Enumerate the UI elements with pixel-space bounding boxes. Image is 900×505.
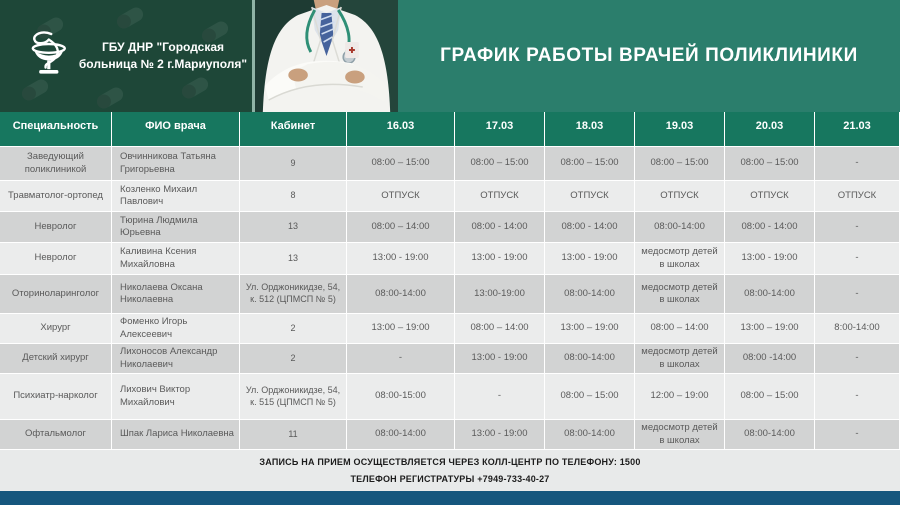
- column-header: 17.03: [455, 112, 545, 147]
- schedule-cell: 13:00 - 19:00: [455, 243, 545, 275]
- schedule-cell: ОТПУСК: [635, 181, 725, 212]
- doctor-name-cell: Каливина Ксения Михайловна: [112, 243, 240, 275]
- cabinet-cell: 13: [240, 212, 347, 243]
- schedule-cell: ОТПУСК: [455, 181, 545, 212]
- cabinet-cell: 9: [240, 147, 347, 181]
- schedule-cell: 08:00-14:00: [725, 420, 815, 450]
- schedule-cell: 08:00 - 14:00: [725, 212, 815, 243]
- schedule-cell: медосмотр детей в школах: [635, 344, 725, 374]
- schedule-cell: 13:00 – 19:00: [725, 314, 815, 344]
- title-panel: [398, 0, 900, 112]
- schedule-cell: -: [815, 344, 900, 374]
- schedule-cell: 08:00 – 15:00: [455, 147, 545, 181]
- schedule-cell: 08:00 – 15:00: [545, 374, 635, 420]
- schedule-cell: 08:00 – 14:00: [635, 314, 725, 344]
- schedule-cell: 8:00-14:00: [815, 314, 900, 344]
- doctor-name-cell: Тюрина Людмила Юрьевна: [112, 212, 240, 243]
- cabinet-cell: Ул. Орджоникидзе, 54, к. 512 (ЦПМСП № 5): [240, 275, 347, 314]
- schedule-cell: -: [347, 344, 455, 374]
- column-header: Кабинет: [240, 112, 347, 147]
- schedule-cell: 08:00 – 15:00: [545, 147, 635, 181]
- doctor-name-cell: Овчинникова Татьяна Григорьевна: [112, 147, 240, 181]
- registry-phone: ТЕЛЕФОН РЕГИСТРАТУРЫ +7949-733-40-27: [350, 474, 550, 484]
- schedule-cell: -: [815, 147, 900, 181]
- specialty-cell: Заведующий поликлиникой: [0, 147, 112, 181]
- schedule-cell: 13:00 - 19:00: [725, 243, 815, 275]
- cabinet-cell: Ул. Орджоникидзе, 54, к. 515 (ЦПМСП № 5): [240, 374, 347, 420]
- schedule-cell: 08:00 - 14:00: [455, 212, 545, 243]
- schedule-cell: 08:00-14:00: [545, 420, 635, 450]
- schedule-cell: ОТПУСК: [725, 181, 815, 212]
- schedule-cell: 08:00 – 14:00: [455, 314, 545, 344]
- column-header: 21.03: [815, 112, 900, 147]
- column-header: 16.03: [347, 112, 455, 147]
- schedule-cell: 13:00 - 19:00: [455, 344, 545, 374]
- schedule-cell: медосмотр детей в школах: [635, 275, 725, 314]
- schedule-cell: -: [815, 374, 900, 420]
- specialty-cell: Хирург: [0, 314, 112, 344]
- schedule-cell: 08:00-14:00: [545, 344, 635, 374]
- doctor-name-cell: Фоменко Игорь Алексеевич: [112, 314, 240, 344]
- specialty-cell: Психиатр-нарколог: [0, 374, 112, 420]
- header: [0, 0, 900, 112]
- column-header: 20.03: [725, 112, 815, 147]
- bowl-of-hygieia-icon: [24, 28, 72, 85]
- specialty-cell: Травматолог-ортопед: [0, 181, 112, 212]
- brand-panel: [0, 0, 252, 112]
- cabinet-cell: 2: [240, 314, 347, 344]
- schedule-cell: 08:00 – 15:00: [725, 374, 815, 420]
- doctor-name-cell: Козленко Михаил Павлович: [112, 181, 240, 212]
- column-header: ФИО врача: [112, 112, 240, 147]
- schedule-cell: 08:00-14:00: [725, 275, 815, 314]
- column-header: Специальность: [0, 112, 112, 147]
- schedule-cell: 12:00 – 19:00: [635, 374, 725, 420]
- schedule-cell: 08:00 -14:00: [725, 344, 815, 374]
- schedule-cell: 08:00 – 14:00: [347, 212, 455, 243]
- schedule-cell: ОТПУСК: [545, 181, 635, 212]
- schedule-cell: -: [455, 374, 545, 420]
- specialty-cell: Невролог: [0, 243, 112, 275]
- schedule-cell: 13:00-19:00: [455, 275, 545, 314]
- org-name: ГБУ ДНР "Городская больница № 2 г.Мариуполя": [78, 39, 248, 71]
- schedule-cell: 13:00 - 19:00: [347, 243, 455, 275]
- bottom-bar: [0, 491, 900, 505]
- column-header: 18.03: [545, 112, 635, 147]
- specialty-cell: Невролог: [0, 212, 112, 243]
- schedule-cell: ОТПУСК: [815, 181, 900, 212]
- schedule-cell: -: [815, 275, 900, 314]
- page-title: ГРАФИК РАБОТЫ ВРАЧЕЙ ПОЛИКЛИНИКИ: [440, 45, 858, 66]
- doctor-name-cell: Лихоносов Александр Николаевич: [112, 344, 240, 374]
- cabinet-cell: 13: [240, 243, 347, 275]
- schedule-cell: ОТПУСК: [347, 181, 455, 212]
- schedule-cell: 08:00 - 14:00: [545, 212, 635, 243]
- doctor-name-cell: Николаева Оксана Николаевна: [112, 275, 240, 314]
- specialty-cell: Оториноларинголог: [0, 275, 112, 314]
- schedule-cell: 08:00 – 15:00: [635, 147, 725, 181]
- schedule-table: [0, 112, 900, 450]
- schedule-cell: 13:00 – 19:00: [347, 314, 455, 344]
- schedule-cell: 13:00 - 19:00: [545, 243, 635, 275]
- cabinet-cell: 11: [240, 420, 347, 450]
- specialty-cell: Детский хирург: [0, 344, 112, 374]
- schedule-cell: -: [815, 243, 900, 275]
- cabinet-cell: 8: [240, 181, 347, 212]
- cabinet-cell: 2: [240, 344, 347, 374]
- specialty-cell: Офтальмолог: [0, 420, 112, 450]
- schedule-cell: 08:00-14:00: [347, 420, 455, 450]
- doctor-name-cell: Лихович Виктор Михайлович: [112, 374, 240, 420]
- schedule-cell: -: [815, 420, 900, 450]
- schedule-cell: медосмотр детей в школах: [635, 243, 725, 275]
- schedule-cell: 08:00-14:00: [545, 275, 635, 314]
- schedule-cell: -: [815, 212, 900, 243]
- schedule-cell: медосмотр детей в школах: [635, 420, 725, 450]
- schedule-cell: 08:00-14:00: [635, 212, 725, 243]
- call-center-note: ЗАПИСЬ НА ПРИЕМ ОСУЩЕСТВЛЯЕТСЯ ЧЕРЕЗ КОЛЛ-ЦЕНТР ПО ТЕЛЕФОНУ: 1500: [259, 457, 641, 467]
- schedule-cell: 08:00 – 15:00: [347, 147, 455, 181]
- schedule-cell: 08:00 – 15:00: [725, 147, 815, 181]
- schedule-cell: 08:00-14:00: [347, 275, 455, 314]
- doctor-photo: [255, 0, 398, 112]
- schedule-cell: 08:00-15:00: [347, 374, 455, 420]
- footer: [0, 450, 900, 491]
- schedule-cell: 13:00 – 19:00: [545, 314, 635, 344]
- column-header: 19.03: [635, 112, 725, 147]
- doctor-name-cell: Шпак Лариса Николаевна: [112, 420, 240, 450]
- schedule-cell: 13:00 - 19:00: [455, 420, 545, 450]
